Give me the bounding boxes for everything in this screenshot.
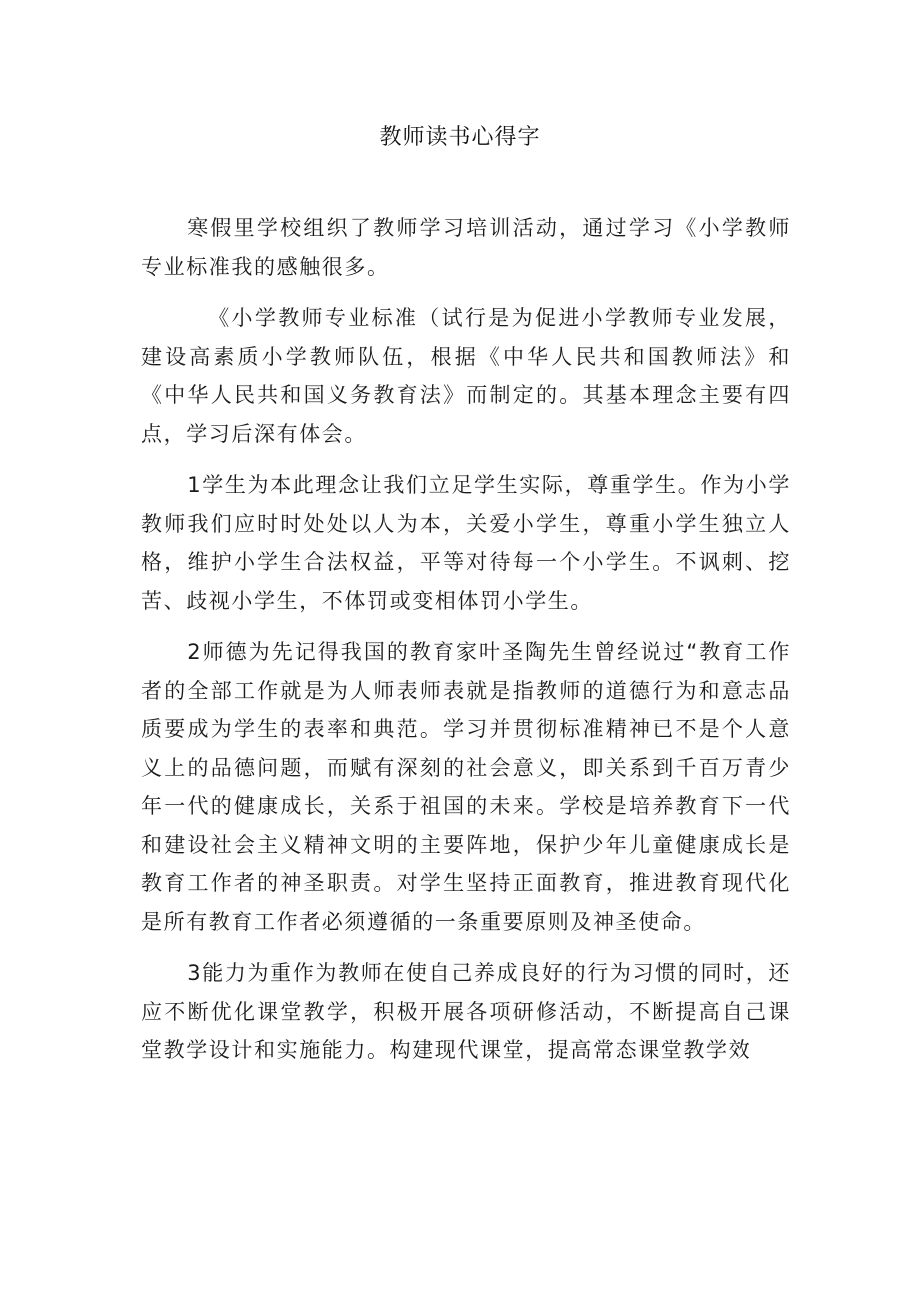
paragraph-ethics-first: 2师德为先记得我国的教育家叶圣陶先生曾经说过“教育工作者的全部工作就是为人师表师表就是指教师的道德行为和意志品质要成为学生的表率和典范。学习并贯彻标准精神已不是个人意义上的品德问题，而赋有深刻的社会意义，即关系到千百万青少年一代的健康成长，关系于祖国的未来。学校是培养教育下一代和建设社会主义精神文明的主要阵地，保护少年儿童健康成长是教育工作者的神圣职责。对学生坚持正面教育，推进教育现代化是所有教育工作者必须遵循的一条重要原则及神圣使命。 — [141, 640, 791, 934]
paragraph-student-centered: 1学生为本此理念让我们立足学生实际，尊重学生。作为小学教师我们应时时处处以人为本，关爱小学生，尊重小学生独立人格，维护小学生合法权益，平等对待每一个小学生。不讽刺、挖苦、歧视小学生，不体罚或变相体罚小学生。 — [141, 473, 791, 613]
paragraph-standard-overview: 《小学教师专业标准（试行是为促进小学教师专业发展，建设高素质小学教师队伍，根据《中华人民共和国教师法》和《中华人民共和国义务教育法》而制定的。其基本理念主要有四点，学习后深有体会。 — [141, 306, 791, 446]
document-body — [141, 209, 791, 1083]
document-title: 教师读书心得字 — [379, 125, 541, 150]
paragraph-intro: 寒假里学校组织了教师学习培训活动，通过学习《小学教师专业标准我的感触很多。 — [141, 216, 791, 279]
paragraph-ability-focus: 3能力为重作为教师在使自己养成良好的行为习惯的同时，还应不断优化课堂教学，积极开展各项研修活动，不断提高自己课堂教学设计和实施能力。构建现代课堂，提高常态课堂教学效 — [141, 961, 791, 1062]
